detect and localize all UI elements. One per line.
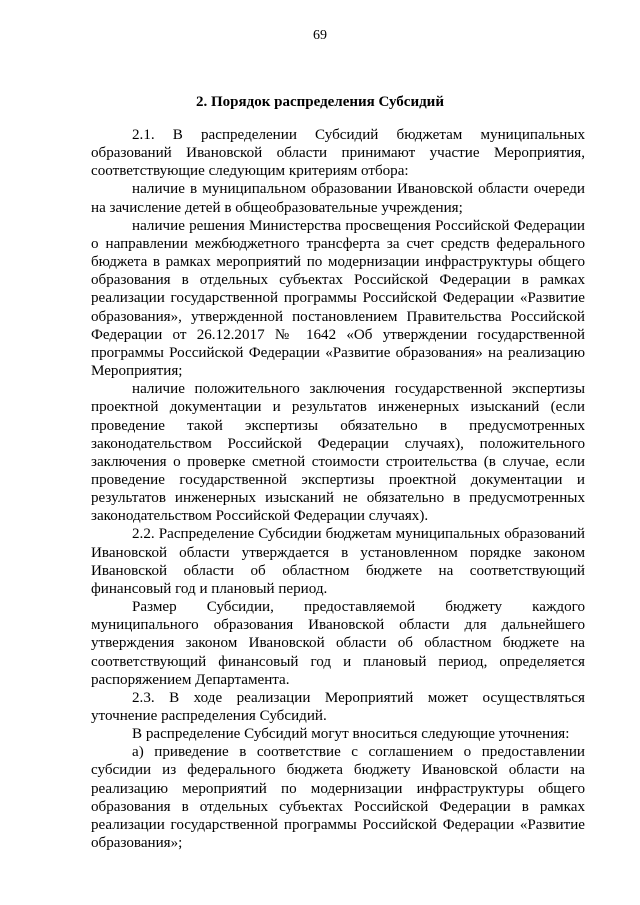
paragraph-criterion-queue: наличие в муниципальном образовании Ивановской области очереди на зачисление детей в общеобразовательные учреждения; — [91, 181, 585, 216]
paragraph-2-1: 2.1. В распределении Субсидий бюджетам муниципальных образований Ивановской области принимают участие Мероприятия, соответствующие следующим критериям отбора: — [91, 127, 585, 180]
paragraph-clarification-a: а) приведение в соответствие с соглашением о предоставлении субсидии из федерального бюджета бюджету Ивановской области на реализацию мероприятий по модернизации инфраструктуры общего образования в отдельных субъектах Российской Федерации в рамках реализации государственной программы Российской Федерации «Развитие образования»; — [91, 744, 585, 852]
paragraph-2-2: 2.2. Распределение Субсидии бюджетам муниципальных образований Ивановской области утверждается в установленном порядке законом Ивановской области об областном бюджете на соответствующий финансовый год и плановый период. — [91, 526, 585, 597]
paragraph-subsidy-size: Размер Субсидии, предоставляемой бюджету каждого муниципального образования Ивановской области для дальнейшего утверждения законом Ивановской области об областном бюджете на соответствующий финансовый год и плановый период, определяется распоряжением Департамента. — [91, 599, 585, 688]
section-title: 2. Порядок распределения Субсидий — [196, 94, 444, 110]
paragraph-criterion-ministry-decision: наличие решения Министерства просвещения Российской Федерации о направлении межбюджетного трансферта за счет средств федерального бюджета в рамках мероприятий по модернизации инфраструктуры общего образования в отдельных субъектах Российской Федерации в рамках реализации государственной программы Российской Федерации «Развитие образования», утвержденной постановлением Правительства Российской Федерации от 26.12.2017 № 1642 «Об утверждении государственной программы Российской Федерации «Развитие образования» на реализацию Мероприятия; — [91, 217, 585, 380]
paragraph-clarifications-intro: В распределение Субсидий могут вноситься следующие уточнения: — [132, 726, 570, 743]
paragraph-criterion-expertise: наличие положительного заключения государственной экспертизы проектной документации и результатов инженерных изысканий (если проведение такой экспертизы обязательно в предусмотренных законодательством Российской Федерации случаях), положительного заключения о проверке сметной стоимости строительства (в случае, если проведение государственной экспертизы проектной документации и результатов инженерных изысканий не обязательно в предусмотренных законодательством Российской Федерации случаях). — [91, 381, 585, 525]
page-number: 69 — [313, 28, 327, 43]
paragraph-2-3: 2.3. В ходе реализации Мероприятий может осуществляться уточнение распределения Субсидий. — [91, 689, 585, 724]
document-body — [91, 126, 585, 852]
